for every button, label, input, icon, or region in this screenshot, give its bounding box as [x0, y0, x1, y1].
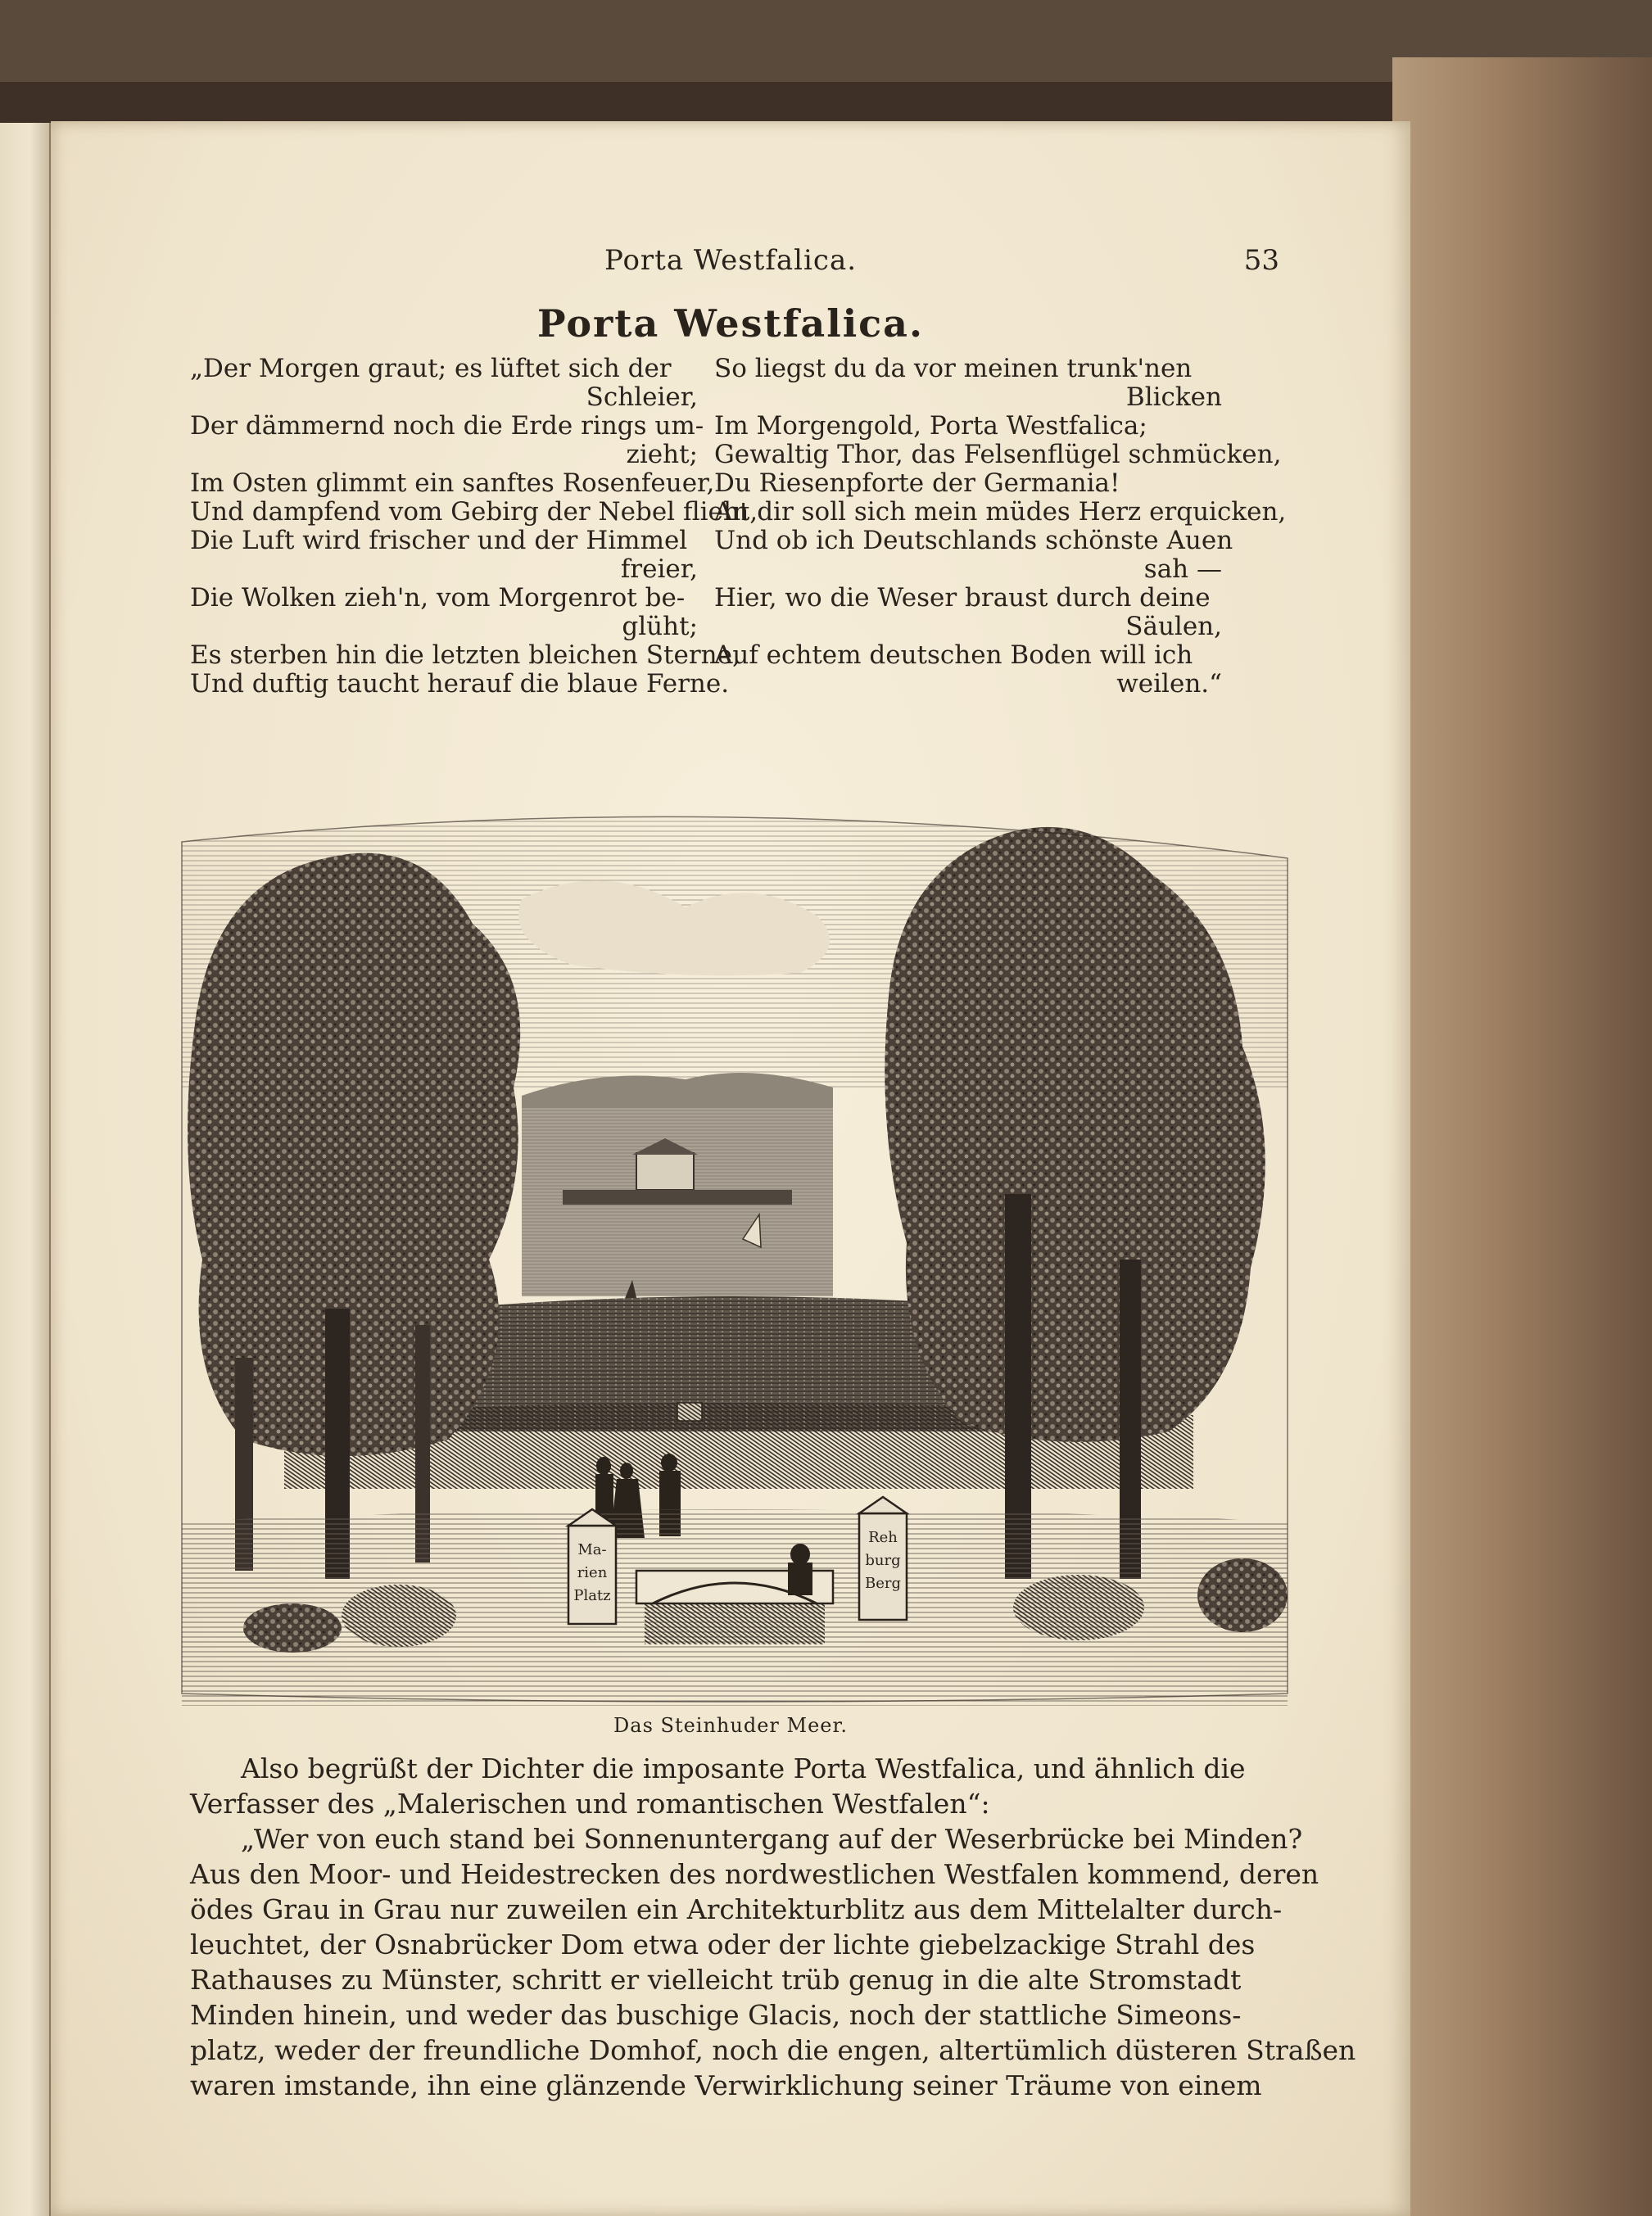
poem-column-left	[190, 354, 758, 699]
poem-line: „Der Morgen graut; es lüftet sich der	[190, 354, 672, 383]
prose-line: Rathauses zu Münster, schritt er vielleicht trüb genug in die alte Stromstadt	[190, 1964, 1242, 1996]
poem-line: Hier, wo die Weser braust durch deine	[714, 583, 1211, 613]
prose-line: leuchtet, der Osnabrücker Dom etwa oder der lichte giebelzackige Strahl des	[190, 1929, 1256, 1960]
poem-line: glüht;	[622, 612, 698, 641]
page-number: 53	[1243, 244, 1279, 277]
sign-text-line: rien	[577, 1564, 608, 1581]
sign-text-line: Ma-	[577, 1541, 607, 1558]
prose-line: ödes Grau in Grau nur zuweilen ein Architekturblitz aus dem Mittelalter durch-	[190, 1893, 1283, 1925]
poem-line: Die Luft wird frischer und der Himmel	[190, 526, 688, 555]
poem-heading: Porta Westfalica.	[536, 301, 925, 346]
poem-line: sah —	[1143, 554, 1222, 584]
book-page	[51, 121, 1410, 2216]
poem-line: Es sterben hin die letzten bleichen Sterne,	[190, 640, 740, 670]
poem-line: Im Osten glimmt ein sanftes Rosenfeuer,	[190, 468, 715, 498]
prose-line: waren imstande, ihn eine glänzende Verwirklichung seiner Träume von einem	[190, 2069, 1262, 2101]
prose-line: Verfasser des „Malerischen und romantischen Westfalen“:	[190, 1788, 990, 1820]
sign-text-line: burg	[865, 1552, 901, 1569]
engraving-illustration	[178, 735, 1292, 1706]
poem-line: Schleier,	[586, 382, 698, 412]
poem-line: Säulen,	[1125, 612, 1222, 641]
prose-line: Minden hinein, und weder das buschige Glacis, noch der stattliche Simeons-	[190, 1999, 1242, 2031]
poem-line: Die Wolken zieh'n, vom Morgenrot be-	[190, 583, 686, 613]
sign-left-text	[573, 1541, 610, 1604]
poem-line: An dir soll sich mein müdes Herz erquicken,	[714, 497, 1287, 527]
poem-line: Gewaltig Thor, das Felsenflügel schmücken,	[714, 440, 1282, 469]
poem-line: freier,	[620, 554, 698, 584]
poem-line: Du Riesenpforte der Germania!	[714, 468, 1120, 498]
prose-line: Aus den Moor- und Heidestrecken des nordwestlichen Westfalen kommend, deren	[190, 1858, 1319, 1890]
prose-line: „Wer von euch stand bei Sonnenuntergang auf der Weserbrücke bei Minden?	[241, 1823, 1303, 1855]
illustration-caption: Das Steinhuder Meer.	[613, 1714, 848, 1737]
sign-text-line: Reh	[868, 1529, 898, 1546]
prose-body	[190, 1751, 1356, 2103]
poem-line: Der dämmernd noch die Erde rings um-	[190, 411, 704, 441]
book-cover-edge	[1392, 57, 1652, 2216]
sign-text-line: Platz	[573, 1587, 611, 1604]
poem-line: weilen.“	[1116, 669, 1222, 699]
left-page-edge	[0, 123, 51, 2216]
prose-line: Also begrüßt der Dichter die imposante Porta Westfalica, und ähnlich die	[241, 1752, 1246, 1784]
poem-line: Auf echtem deutschen Boden will ich	[714, 640, 1193, 670]
poem-column-right	[714, 354, 1287, 699]
poem-line: So liegst du da vor meinen trunk'nen	[714, 354, 1193, 383]
poem-line: Und dampfend vom Gebirg der Nebel flieht,	[190, 497, 758, 527]
poem-line: Und ob ich Deutschlands schönste Auen	[714, 526, 1233, 555]
running-head	[182, 244, 1279, 293]
sign-text-line: Berg	[864, 1575, 902, 1592]
engraving-svg	[178, 735, 1292, 1706]
sign-right-text	[865, 1529, 901, 1592]
poem-line: Im Morgengold, Porta Westfalica;	[714, 411, 1147, 441]
poem-line: Und duftig taucht herauf die blaue Ferne.	[190, 669, 730, 699]
poem-line: Blicken	[1125, 382, 1222, 412]
poem-line: zieht;	[626, 440, 698, 469]
prose-line: platz, weder der freundliche Domhof, noch die engen, altertümlich düsteren Straßen	[190, 2034, 1356, 2066]
running-head-title: Porta Westfalica.	[604, 244, 858, 277]
